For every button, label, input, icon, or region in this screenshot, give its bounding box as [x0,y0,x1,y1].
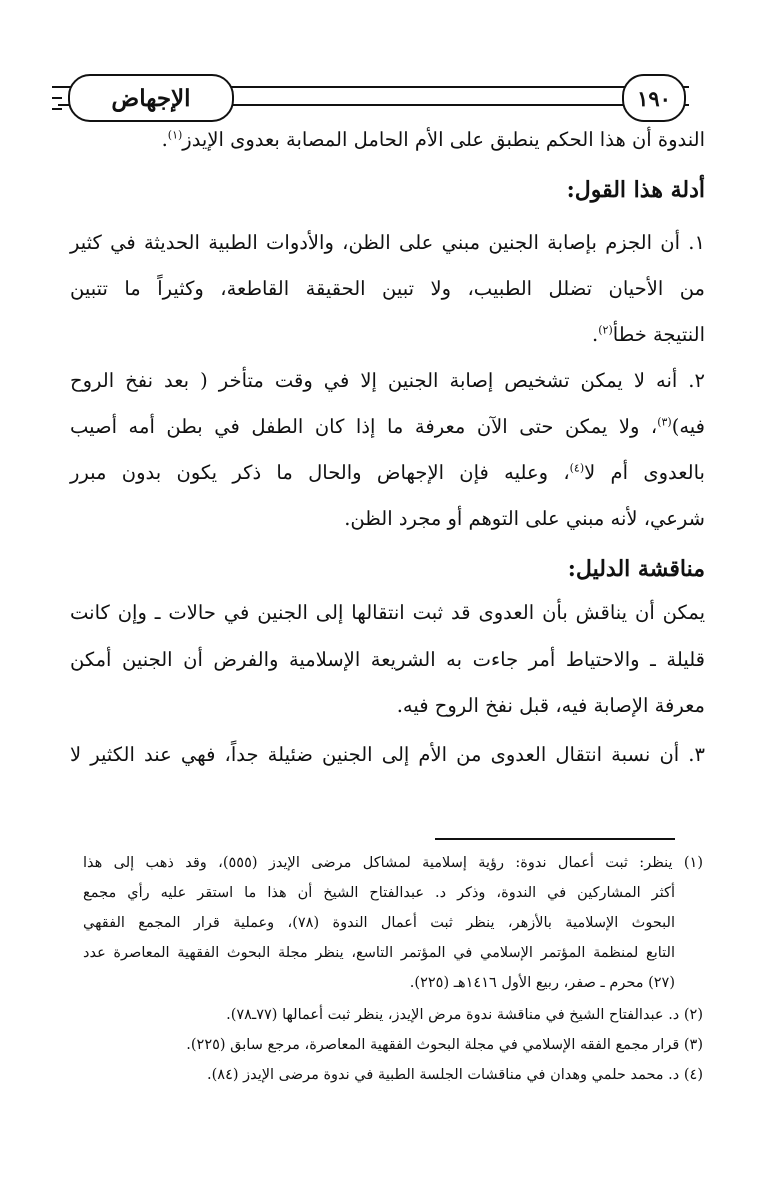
body-line: شرعي، لأنه مبني على التوهم أو مجرد الظن. [344,507,705,530]
footnote-1-line: البحوث الإسلامية بالأزهر، ينظر ثبت أعمال الندوة (٧٨)، وعملية قرار المجمع الفقهي [83,915,675,931]
body-line: فيه)$^{(٣)}$، ولا يمكن حتى الآن معرفة ما إذا كان الطفل في بطن أمه أصيب [70,415,705,438]
page-number-cartouche [622,74,686,122]
page-number: ١٩٠ [637,85,671,111]
footnote-1-line: (١) ينظر: ثبت أعمال ندوة: رؤية إسلامية لمشاكل مرضى الإيدز (٥٥٥)، وقد ذهب إلى هذا [83,855,703,871]
footnote-ref: (٤) [569,461,585,475]
footnote-1-line: (٢٧) محرم ـ صفر، ربيع الأول ١٤١٦هـ (٢٢٥). [409,975,675,991]
body-line: النتيجة خطأ$^{(٢)}$. [592,323,705,346]
chapter-title: الإجهاض [111,84,191,112]
footnote-separator [435,838,675,840]
body-line: بالعدوى أم لا$^{(٤)}$، وعليه فإن الإجهاض والحال ما ذكر يكون بدون مبرر [70,461,705,484]
footnote-ref: (١) [167,128,183,142]
body-line: قليلة ـ والاحتياط أمر جاءت به الشريعة الإسلامية والفرض أن الجنين أمكن [70,648,705,671]
body-line: ٣. أن نسبة انتقال العدوى من الأم إلى الجنين ضئيلة جداً، فهي عند الكثير لا [70,743,705,766]
header-rule-end-ornament [52,86,62,110]
body-line: من الأحيان تضلل الطبيب، ولا تبين الحقيقة القاطعة، وكثيراً ما تتبين [70,277,705,300]
body-line: ١. أن الجزم بإصابة الجنين مبني على الظن، والأدوات الطبية الحديثة في كثير [70,231,705,254]
footnote-4: (٤) د. محمد حلمي وهدان في مناقشات الجلسة الطبية في ندوة مرضى الإيدز (٨٤). [207,1067,703,1083]
footnote-2: (٢) د. عبدالفتاح الشيخ في مناقشة ندوة مرض الإيدز، ينظر ثبت أعمالها (٧٧ـ٧٨). [226,1007,703,1023]
footnote-ref: (٢) [598,323,613,337]
body-line: معرفة الإصابة فيه، قبل نفخ الروح فيه. [396,694,705,717]
section-heading-discussion: مناقشة الدليل: [567,556,705,582]
body-line: الندوة أن هذا الحكم ينطبق على الأم الحامل المصابة بعدوى الإيدز$^{(١)}$. [161,128,705,151]
footnote-ref: (٣) [657,415,672,429]
section-heading-evidence: أدلة هذا القول: [566,177,705,203]
footnote-1-line: التابع لمنظمة المؤتمر الإسلامي في المؤتمر التاسع، ينظر مجلة البحوث الفقهية المعاصرة عدد [83,945,675,961]
footnote-1-line: أكثر المشاركين في الندوة، وذكر د. عبدالفتاح الشيخ أن هذا ما استقر عليه رأي مجمع [83,885,675,901]
footnote-3: (٣) قرار مجمع الفقه الإسلامي في مجلة البحوث الفقهية المعاصرة، مرجع سابق (٢٢٥). [186,1037,703,1053]
body-line: ٢. أنه لا يمكن تشخيص إصابة الجنين إلا في وقت متأخر ( بعد نفخ الروح [70,369,705,392]
chapter-title-cartouche [68,74,234,122]
body-line: يمكن أن يناقش بأن العدوى قد ثبت انتقالها إلى الجنين في حالات ـ وإن كانت [70,601,705,624]
